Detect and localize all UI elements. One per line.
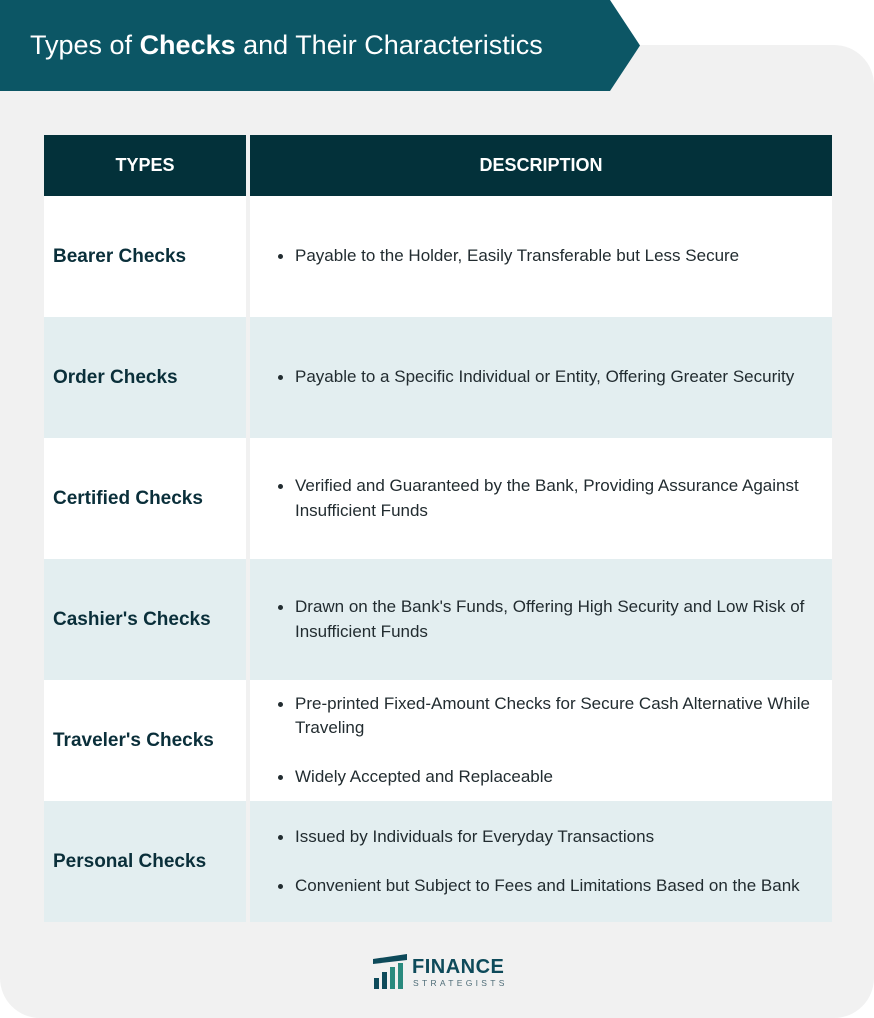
logo-subtitle: STRATEGISTS: [413, 978, 508, 988]
bullet-icon: [278, 884, 283, 889]
check-type: Certified Checks: [44, 438, 246, 559]
check-description: [250, 559, 832, 680]
column-header-description: DESCRIPTION: [250, 135, 832, 196]
check-description: [250, 317, 832, 438]
list-item: Payable to the Holder, Easily Transferable but Less Secure: [270, 244, 812, 269]
page-title: Types of Checks and Their Characteristics: [30, 30, 543, 60]
table-row: [44, 801, 832, 922]
check-type: Cashier's Checks: [44, 559, 246, 680]
bullet-icon: [278, 702, 283, 707]
check-type: Personal Checks: [44, 801, 246, 922]
check-type: Traveler's Checks: [44, 680, 246, 801]
list-item: Widely Accepted and Replaceable: [270, 765, 812, 790]
list-item: Pre-printed Fixed-Amount Checks for Secure Cash Alternative While Traveling: [270, 692, 812, 741]
logo-chart-icon: [372, 954, 408, 990]
logo-name: FINANCE: [412, 956, 505, 978]
bullet-icon: [278, 484, 283, 489]
table-row: [44, 438, 832, 559]
check-type: Bearer Checks: [44, 196, 246, 317]
list-item: Verified and Guaranteed by the Bank, Providing Assurance Against Insufficient Funds: [270, 474, 812, 523]
list-item: Payable to a Specific Individual or Entity, Offering Greater Security: [270, 365, 812, 390]
check-type: Order Checks: [44, 317, 246, 438]
check-description: [250, 680, 832, 801]
list-item: Convenient but Subject to Fees and Limitations Based on the Bank: [270, 874, 812, 899]
bullet-icon: [278, 775, 283, 780]
check-description: [250, 196, 832, 317]
checks-table: [44, 135, 832, 922]
column-header-types: TYPES: [44, 135, 246, 196]
title-banner: [0, 0, 640, 91]
table-row: [44, 317, 832, 438]
check-description: [250, 801, 832, 922]
bullet-icon: [278, 254, 283, 259]
bullet-icon: [278, 375, 283, 380]
table-row: [44, 680, 832, 801]
bullet-icon: [278, 835, 283, 840]
list-item: Issued by Individuals for Everyday Transactions: [270, 825, 812, 850]
list-item: Drawn on the Bank's Funds, Offering High Security and Low Risk of Insufficient Funds: [270, 595, 812, 644]
table-row: [44, 196, 832, 317]
table-header: [44, 135, 832, 196]
table-row: [44, 559, 832, 680]
check-description: [250, 438, 832, 559]
finance-strategists-logo[interactable]: [372, 953, 507, 991]
bullet-icon: [278, 605, 283, 610]
